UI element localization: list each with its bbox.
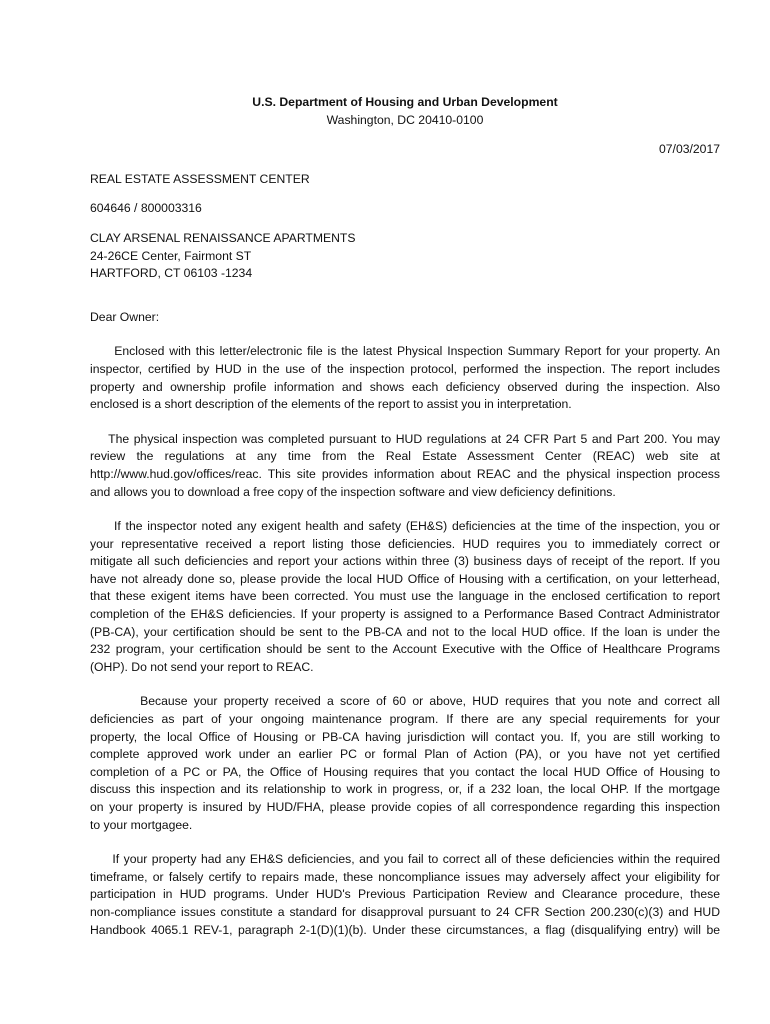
paragraph-line: review the regulations at any time from the Real Estate Assessment Center (REAC) web site at	[90, 449, 720, 464]
paragraph-line: inspector, certified by HUD in the use of the inspection protocol, performed the inspection. The report includes	[90, 361, 720, 376]
paragraph-line: (PB-CA), your certification should be sent to the PB-CA and not to the local HUD office. If the loan is under the	[90, 624, 720, 639]
agency-name: U.S. Department of Housing and Urban Development	[252, 95, 558, 109]
letterhead	[90, 94, 720, 129]
paragraph-line: mitigate all such deficiencies and report your actions within three (3) business days of receipt of the report. If you	[90, 554, 720, 569]
paragraph-line: enclosed is a short description of the elements of the report to assist you in interpretation.	[90, 397, 572, 412]
body-paragraph	[90, 518, 720, 676]
letter-page	[90, 94, 720, 939]
agency-address: Washington, DC 20410-0100	[326, 112, 484, 127]
paragraph-line: Handbook 4065.1 REV-1, paragraph 2-1(D)(1)(b). Under these circumstances, a flag (disqualifying entry) will be	[90, 922, 720, 937]
paragraph-line: property, the local Office of Housing or PB-CA having jurisdiction will contact you. If, you are still working to	[90, 729, 720, 744]
body-paragraph	[90, 431, 720, 501]
paragraph-line: If your property had any EH&S deficiencies, and you fail to correct all of these deficiencies within the required	[90, 852, 720, 867]
paragraph-line: Enclosed with this letter/electronic file is the latest Physical Inspection Summary Report for your property. An	[90, 344, 720, 359]
body-paragraph	[90, 851, 720, 939]
paragraph-line: that these exigent items have been corrected. You must use the language in the enclosed certification to report	[90, 589, 720, 604]
paragraph-line: If the inspector noted any exigent health and safety (EH&S) deficiencies at the time of the inspection, you or	[90, 519, 720, 534]
letter-date: 07/03/2017	[659, 142, 720, 157]
paragraph-line: completion of the EH&S deficiencies. If your property is assigned to a Performance Based Contract Administrator	[90, 607, 720, 622]
recipient-name: CLAY ARSENAL RENAISSANCE APARTMENTS	[90, 230, 356, 245]
paragraph-line: to your mortgagee.	[90, 817, 193, 832]
paragraph-line: http://www.hud.gov/offices/reac. This site provides information about REAC and the physical inspection process	[90, 466, 720, 481]
paragraph-line: discuss this inspection and its relationship to work in progress, or, if a 232 loan, the local OHP. If the mortgage	[90, 782, 720, 797]
recipient-street: 24-26CE Center, Fairmont ST	[90, 248, 252, 263]
paragraph-line: property and ownership profile information and shows each deficiency observed during the inspection. Also	[90, 379, 720, 394]
property-ids: 604646 / 800003316	[90, 201, 202, 216]
paragraph-line: your representative received a report listing those deficiencies. HUD requires you to immediately correct or	[90, 536, 720, 551]
paragraph-line: timeframe, or falsely certify to repairs made, these noncompliance issues may adversely affect your eligibility for	[90, 869, 720, 884]
body-paragraph	[90, 343, 720, 413]
paragraph-line: The physical inspection was completed pursuant to HUD regulations at 24 CFR Part 5 and Part 200. You may	[90, 431, 720, 446]
body-paragraph	[90, 693, 720, 834]
center-name: REAL ESTATE ASSESSMENT CENTER	[90, 171, 310, 186]
paragraph-line: completion of a PC or PA, the Office of Housing requires that you contact the local HUD Office of Housing to	[90, 764, 720, 779]
paragraph-line: on your property is insured by HUD/FHA, please provide copies of all correspondence regarding this inspection	[90, 800, 720, 814]
paragraph-line: have not already done so, please provide the local HUD Office of Housing with a certification, on your letterhead,	[90, 571, 720, 586]
paragraph-line: and allows you to download a free copy of the inspection software and view deficiency definitions.	[90, 484, 616, 499]
paragraph-line: deficiencies as part of your ongoing maintenance program. If there are any special requirements for your	[90, 712, 720, 727]
paragraph-line: 232 program, your certification should be sent to the Account Executive with the Office of Healthcare Programs	[90, 642, 720, 657]
paragraph-line: complete approved work under an earlier PC or formal Plan of Action (PA), or you have not yet certified	[90, 747, 720, 762]
recipient-address	[90, 230, 720, 283]
paragraph-line: Because your property received a score of 60 or above, HUD requires that you note and correct all	[90, 694, 720, 709]
salutation: Dear Owner:	[90, 309, 160, 324]
letter-body	[90, 343, 720, 939]
recipient-city: HARTFORD, CT 06103 -1234	[90, 266, 253, 281]
paragraph-line: (OHP). Do not send your report to REAC.	[90, 659, 314, 674]
paragraph-line: participation in HUD programs. Under HUD's Previous Participation Review and Clearance procedure, these	[90, 887, 720, 902]
paragraph-line: non-compliance issues constitute a standard for disapproval pursuant to 24 CFR Section 200.230(c)(3) and HUD	[90, 904, 720, 919]
